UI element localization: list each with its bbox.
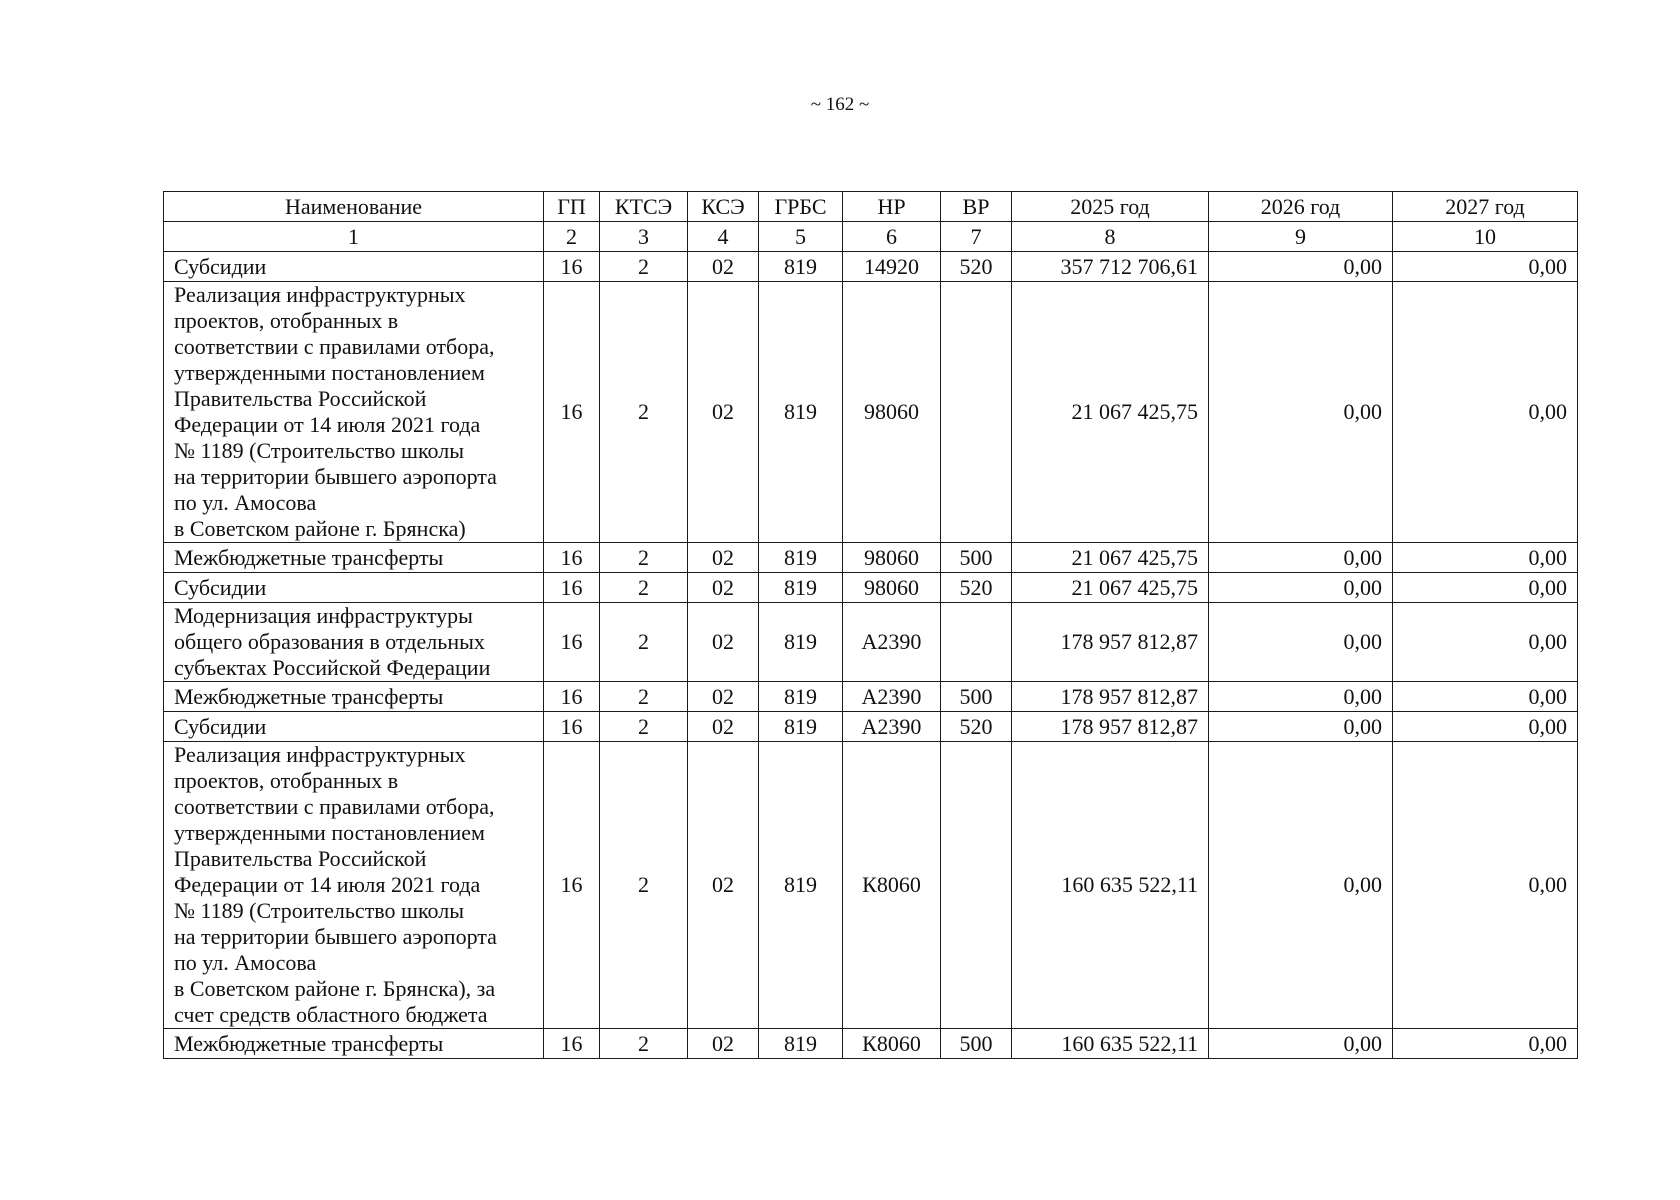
cell-vr bbox=[941, 603, 1012, 682]
header-2025: 2025 год bbox=[1012, 192, 1209, 222]
page-number: ~ 162 ~ bbox=[810, 94, 870, 115]
cell-name-line: на территории бывшего аэропорта bbox=[174, 924, 497, 949]
cell-2026: 0,00 bbox=[1209, 712, 1393, 742]
cell-nr: А2390 bbox=[843, 603, 941, 682]
cell-ktse: 2 bbox=[600, 1029, 688, 1059]
cell-name bbox=[164, 543, 544, 573]
cell-2026: 0,00 bbox=[1209, 543, 1393, 573]
cell-nr: К8060 bbox=[843, 1029, 941, 1059]
cell-name-line: на территории бывшего аэропорта bbox=[174, 464, 497, 489]
header-ktse: КТСЭ bbox=[600, 192, 688, 222]
cell-ktse: 2 bbox=[600, 282, 688, 543]
cell-kse: 02 bbox=[688, 573, 759, 603]
cell-name-line: субъектах Российской Федерации bbox=[174, 655, 491, 680]
cell-kse: 02 bbox=[688, 282, 759, 543]
cell-name-line: Правительства Российской bbox=[174, 386, 427, 411]
column-number: 5 bbox=[759, 222, 843, 252]
header-grbs: ГРБС bbox=[759, 192, 843, 222]
cell-vr bbox=[941, 282, 1012, 543]
cell-grbs: 819 bbox=[759, 1029, 843, 1059]
cell-name-line: Правительства Российской bbox=[174, 846, 427, 871]
cell-vr: 520 bbox=[941, 712, 1012, 742]
table-row bbox=[164, 712, 1578, 742]
cell-name-line: № 1189 (Строительство школы bbox=[174, 898, 465, 923]
cell-name-line: соответствии с правилами отбора, bbox=[174, 794, 495, 819]
table-row bbox=[164, 603, 1578, 682]
cell-gp: 16 bbox=[544, 282, 600, 543]
cell-kse: 02 bbox=[688, 712, 759, 742]
cell-vr: 500 bbox=[941, 1029, 1012, 1059]
cell-name-line: № 1189 (Строительство школы bbox=[174, 438, 465, 463]
header-nr: НР bbox=[843, 192, 941, 222]
cell-ktse: 2 bbox=[600, 543, 688, 573]
cell-nr: 98060 bbox=[843, 282, 941, 543]
cell-2027: 0,00 bbox=[1393, 603, 1578, 682]
cell-2026: 0,00 bbox=[1209, 282, 1393, 543]
cell-name-line: Межбюджетные трансферты bbox=[174, 544, 444, 570]
cell-gp: 16 bbox=[544, 573, 600, 603]
cell-kse: 02 bbox=[688, 682, 759, 712]
cell-gp: 16 bbox=[544, 712, 600, 742]
column-number: 9 bbox=[1209, 222, 1393, 252]
cell-gp: 16 bbox=[544, 543, 600, 573]
cell-2026: 0,00 bbox=[1209, 252, 1393, 282]
cell-name bbox=[164, 1029, 544, 1059]
cell-2026: 0,00 bbox=[1209, 682, 1393, 712]
column-number-row bbox=[164, 222, 1578, 252]
column-number: 2 bbox=[544, 222, 600, 252]
cell-name-line: проектов, отобранных в bbox=[174, 768, 399, 793]
cell-ktse: 2 bbox=[600, 712, 688, 742]
header-kse: КСЭ bbox=[688, 192, 759, 222]
table-row bbox=[164, 252, 1578, 282]
cell-vr bbox=[941, 742, 1012, 1029]
cell-2025: 178 957 812,87 bbox=[1012, 682, 1209, 712]
cell-vr: 500 bbox=[941, 682, 1012, 712]
cell-2025: 21 067 425,75 bbox=[1012, 573, 1209, 603]
cell-name-line: в Советском районе г. Брянска), за bbox=[174, 976, 496, 1001]
cell-kse: 02 bbox=[688, 543, 759, 573]
cell-name bbox=[164, 573, 544, 603]
column-number: 10 bbox=[1393, 222, 1578, 252]
cell-2027: 0,00 bbox=[1393, 1029, 1578, 1059]
cell-gp: 16 bbox=[544, 252, 600, 282]
cell-2025: 21 067 425,75 bbox=[1012, 543, 1209, 573]
cell-kse: 02 bbox=[688, 1029, 759, 1059]
cell-nr: 98060 bbox=[843, 573, 941, 603]
cell-nr: 98060 bbox=[843, 543, 941, 573]
cell-name bbox=[164, 712, 544, 742]
cell-gp: 16 bbox=[544, 603, 600, 682]
cell-ktse: 2 bbox=[600, 252, 688, 282]
cell-name bbox=[164, 603, 544, 682]
cell-gp: 16 bbox=[544, 682, 600, 712]
cell-name-line: в Советском районе г. Брянска) bbox=[174, 516, 466, 541]
cell-2027: 0,00 bbox=[1393, 573, 1578, 603]
cell-name-line: Реализация инфраструктурных bbox=[174, 282, 466, 307]
cell-grbs: 819 bbox=[759, 282, 843, 543]
cell-name-line: утвержденными постановлением bbox=[174, 820, 485, 845]
cell-2026: 0,00 bbox=[1209, 573, 1393, 603]
cell-grbs: 819 bbox=[759, 682, 843, 712]
cell-kse: 02 bbox=[688, 603, 759, 682]
cell-grbs: 819 bbox=[759, 573, 843, 603]
table-body bbox=[164, 252, 1578, 1059]
cell-2025: 160 635 522,11 bbox=[1012, 742, 1209, 1029]
table-row bbox=[164, 573, 1578, 603]
header-name: Наименование bbox=[164, 192, 544, 222]
cell-name bbox=[164, 742, 544, 1029]
cell-2025: 357 712 706,61 bbox=[1012, 252, 1209, 282]
cell-name-line: Модернизация инфраструктуры bbox=[174, 603, 473, 628]
cell-ktse: 2 bbox=[600, 603, 688, 682]
cell-name-line: Межбюджетные трансферты bbox=[174, 1030, 444, 1056]
cell-name bbox=[164, 252, 544, 282]
cell-2027: 0,00 bbox=[1393, 252, 1578, 282]
cell-nr: А2390 bbox=[843, 712, 941, 742]
cell-vr: 500 bbox=[941, 543, 1012, 573]
table-row bbox=[164, 742, 1578, 1029]
cell-2027: 0,00 bbox=[1393, 712, 1578, 742]
cell-2025: 178 957 812,87 bbox=[1012, 603, 1209, 682]
cell-2027: 0,00 bbox=[1393, 742, 1578, 1029]
cell-2026: 0,00 bbox=[1209, 742, 1393, 1029]
cell-2025: 178 957 812,87 bbox=[1012, 712, 1209, 742]
header-2026: 2026 год bbox=[1209, 192, 1393, 222]
cell-name-line: Реализация инфраструктурных bbox=[174, 742, 466, 767]
cell-name-line: по ул. Амосова bbox=[174, 950, 317, 975]
cell-name-line: Федерации от 14 июля 2021 года bbox=[174, 872, 481, 897]
cell-grbs: 819 bbox=[759, 543, 843, 573]
cell-2026: 0,00 bbox=[1209, 1029, 1393, 1059]
cell-grbs: 819 bbox=[759, 742, 843, 1029]
header-row bbox=[164, 192, 1578, 222]
column-number: 6 bbox=[843, 222, 941, 252]
cell-gp: 16 bbox=[544, 1029, 600, 1059]
cell-nr: К8060 bbox=[843, 742, 941, 1029]
cell-nr: 14920 bbox=[843, 252, 941, 282]
cell-kse: 02 bbox=[688, 252, 759, 282]
cell-ktse: 2 bbox=[600, 742, 688, 1029]
table-row bbox=[164, 682, 1578, 712]
budget-table bbox=[163, 191, 1578, 1059]
cell-name-line: Федерации от 14 июля 2021 года bbox=[174, 412, 481, 437]
cell-kse: 02 bbox=[688, 742, 759, 1029]
cell-name-line: проектов, отобранных в bbox=[174, 308, 399, 333]
header-2027: 2027 год bbox=[1393, 192, 1578, 222]
cell-vr: 520 bbox=[941, 573, 1012, 603]
cell-2025: 160 635 522,11 bbox=[1012, 1029, 1209, 1059]
table-row bbox=[164, 543, 1578, 573]
cell-2027: 0,00 bbox=[1393, 543, 1578, 573]
cell-2026: 0,00 bbox=[1209, 603, 1393, 682]
header-gp: ГП bbox=[544, 192, 600, 222]
header-vr: ВР bbox=[941, 192, 1012, 222]
cell-2027: 0,00 bbox=[1393, 282, 1578, 543]
column-number: 1 bbox=[164, 222, 544, 252]
cell-name-line: общего образования в отдельных bbox=[174, 629, 485, 654]
column-number: 7 bbox=[941, 222, 1012, 252]
cell-name-line: Субсидии bbox=[174, 574, 267, 600]
column-number: 3 bbox=[600, 222, 688, 252]
cell-name-line: Субсидии bbox=[174, 253, 267, 279]
cell-vr: 520 bbox=[941, 252, 1012, 282]
cell-grbs: 819 bbox=[759, 603, 843, 682]
cell-gp: 16 bbox=[544, 742, 600, 1029]
cell-ktse: 2 bbox=[600, 682, 688, 712]
cell-grbs: 819 bbox=[759, 252, 843, 282]
cell-name-line: соответствии с правилами отбора, bbox=[174, 334, 495, 359]
cell-name-line: утвержденными постановлением bbox=[174, 360, 485, 385]
column-number: 8 bbox=[1012, 222, 1209, 252]
cell-name-line: Субсидии bbox=[174, 713, 267, 739]
cell-2027: 0,00 bbox=[1393, 682, 1578, 712]
cell-name-line: счет средств областного бюджета bbox=[174, 1002, 488, 1027]
cell-ktse: 2 bbox=[600, 573, 688, 603]
column-number: 4 bbox=[688, 222, 759, 252]
cell-name-line: Межбюджетные трансферты bbox=[174, 683, 444, 709]
cell-2025: 21 067 425,75 bbox=[1012, 282, 1209, 543]
cell-name-line: по ул. Амосова bbox=[174, 490, 317, 515]
table-row bbox=[164, 282, 1578, 543]
cell-grbs: 819 bbox=[759, 712, 843, 742]
cell-name bbox=[164, 282, 544, 543]
table-row bbox=[164, 1029, 1578, 1059]
cell-nr: А2390 bbox=[843, 682, 941, 712]
cell-name bbox=[164, 682, 544, 712]
